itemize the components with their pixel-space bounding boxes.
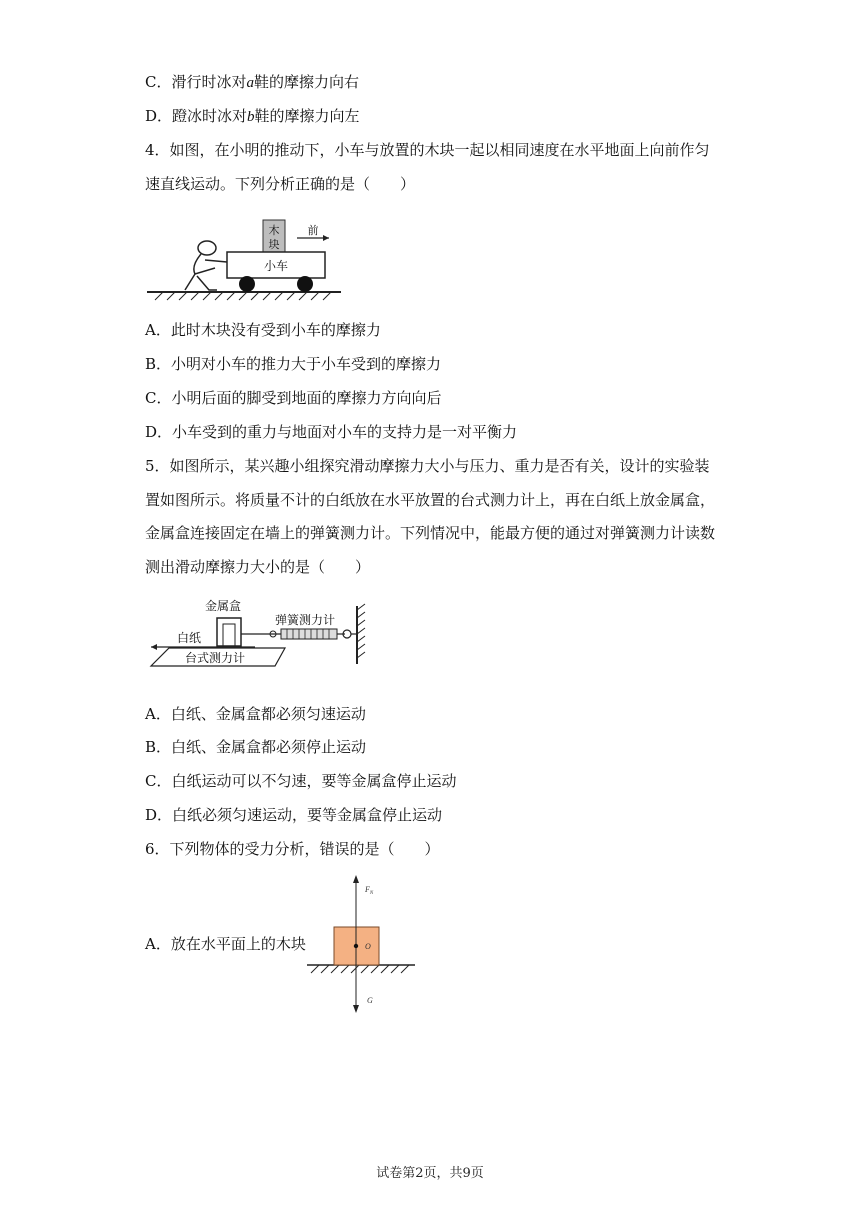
q3-option-c-text: C．滑行时冰对	[145, 73, 247, 91]
q6-stem: 6．下列物体的受力分析，错误的是（ ）	[145, 840, 440, 858]
q4-option-d: D．小车受到的重力与地面对小车的支持力是一对平衡力	[145, 423, 518, 441]
q5-stem-line3: 金属盒连接固定在墙上的弹簧测力计。下列情况中，能最方便的通过对弹簧测力计读数	[145, 524, 716, 542]
q6-force-diagram	[305, 872, 420, 1020]
q5-stem-line1: 5．如图所示，某兴趣小组探究滑动摩擦力大小与压力、重力是否有关，设计的实验装	[145, 457, 710, 475]
cart-label: 小车	[263, 259, 289, 273]
q5-option-d: D．白纸必须匀速运动，要等金属盒停止运动	[145, 806, 443, 824]
cart-wheel-right	[297, 276, 313, 292]
q4-cart-figure	[145, 210, 345, 310]
q5-option-a: A．白纸、金属盒都必须匀速运动	[145, 705, 366, 723]
q5-apparatus-figure	[145, 594, 375, 674]
q4-option-b: B．小明对小车的推力大于小车受到的摩擦力	[145, 355, 442, 373]
page-footer: 试卷第2页，共9页	[376, 1166, 484, 1181]
q3-option-c-var: a	[246, 75, 254, 91]
fn-label: $F_N$	[365, 885, 374, 896]
q4-stem-line2: 速直线运动。下列分析正确的是（ ）	[145, 175, 416, 193]
metal-box	[217, 618, 241, 646]
center-point	[354, 944, 358, 948]
q5-stem-line2: 置如图所示。将质量不计的白纸放在水平放置的台式测力计上，再在白纸上放金属盒，	[145, 491, 716, 509]
q5-option-c: C．白纸运动可以不匀速，要等金属盒停止运动	[145, 772, 457, 790]
q5-option-b: B．白纸、金属盒都必须停止运动	[145, 738, 367, 756]
box-label: 金属盒	[205, 599, 242, 613]
up-arrowhead	[353, 875, 359, 883]
q4-option-c: C．小明后面的脚受到地面的摩擦力方向向后	[145, 389, 442, 407]
down-arrowhead	[353, 1005, 359, 1013]
center-label: O	[365, 942, 371, 951]
paper-label: 白纸	[177, 631, 202, 645]
spring-label: 弹簧测力计	[275, 613, 336, 627]
direction-label: 前	[307, 224, 319, 237]
q3-option-d	[145, 106, 360, 127]
q3-option-c-text2: 鞋的摩擦力向右	[253, 73, 359, 91]
block-label-1: 木	[268, 224, 280, 237]
q3-option-d-text2: 鞋的摩擦力向左	[254, 107, 360, 125]
q3-option-d-text: D．蹬冰时冰对	[145, 107, 248, 125]
block-label-2: 块	[268, 238, 280, 251]
person-icon	[185, 241, 227, 290]
cart-wheel-left	[239, 276, 255, 292]
q3-option-d-var: b	[247, 109, 255, 125]
q4-stem-line1: 4．如图，在小明的推动下，小车与放置的木块一起以相同速度在水平地面上向前作匀	[145, 141, 710, 159]
q6-option-a: A．放在水平面上的木块	[145, 935, 306, 953]
scale-label: 台式测力计	[185, 651, 246, 665]
q4-option-a: A．此时木块没有受到小车的摩擦力	[145, 321, 381, 339]
g-label: G	[367, 996, 373, 1005]
q5-stem-line4: 测出滑动摩擦力大小的是（ ）	[145, 558, 371, 576]
q3-option-c	[145, 72, 359, 93]
